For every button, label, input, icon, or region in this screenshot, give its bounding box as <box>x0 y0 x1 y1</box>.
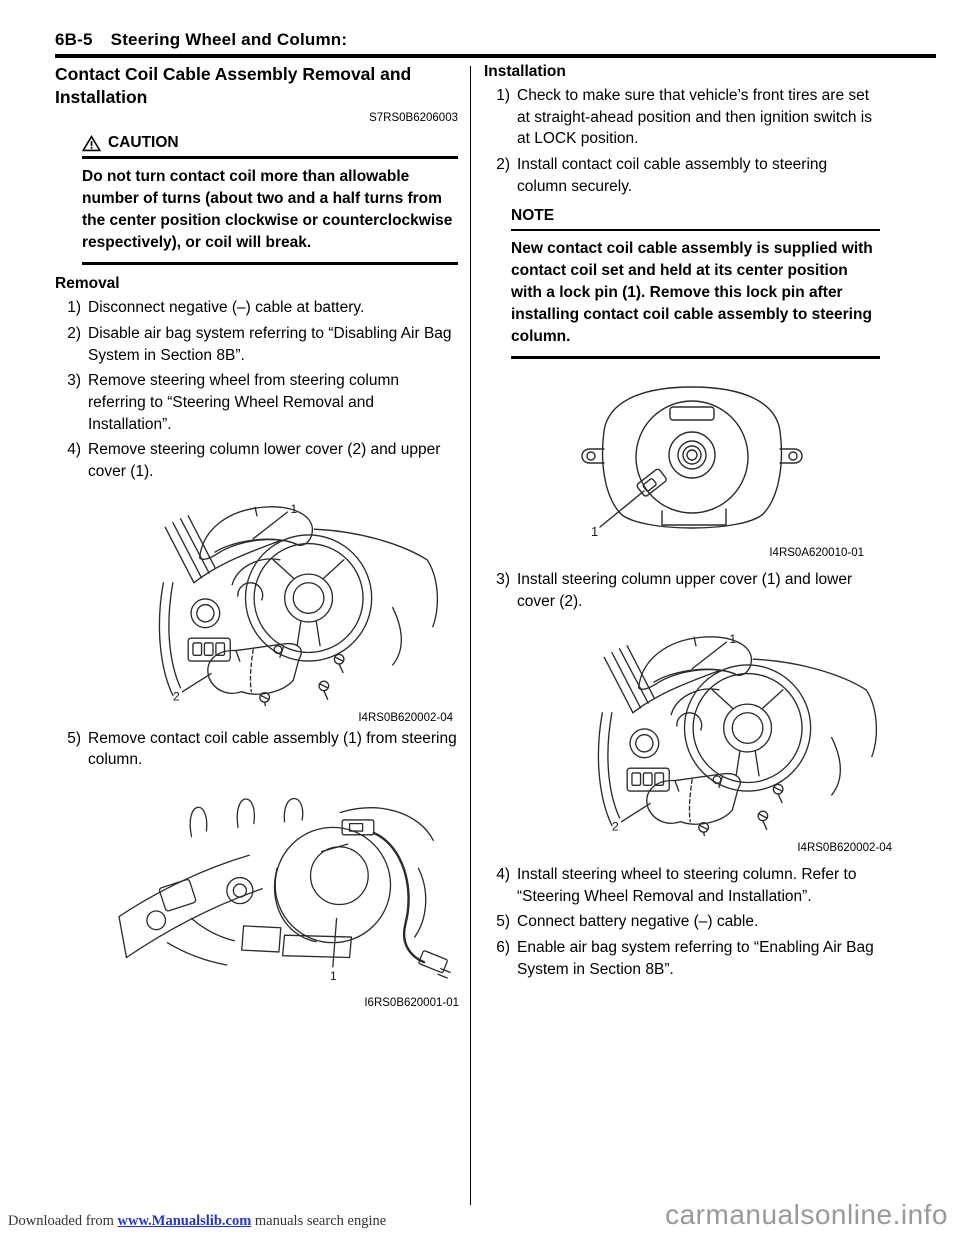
step-text: Install steering wheel to steering column. Refer to “Steering Wheel Removal and Installation”. <box>517 865 857 905</box>
removal-heading: Removal <box>55 275 120 293</box>
callout-1: 1 <box>591 524 599 540</box>
procedure-code: S7RS0B6206003 <box>369 112 458 125</box>
installation-steps <box>484 85 880 197</box>
removal-steps-2 <box>55 728 458 771</box>
callout-2: 2 <box>611 819 619 834</box>
step-text: Disconnect negative (–) cable at battery. <box>88 299 365 317</box>
step-number: 6) <box>496 938 510 956</box>
step-text: Remove contact coil cable assembly (1) from steering column. <box>88 729 457 769</box>
installation-steps-2 <box>484 569 880 612</box>
step-text: Enable air bag system referring to “Enabling Air Bag System in Section 8B”. <box>517 938 874 978</box>
step-number: 2) <box>67 324 81 342</box>
procedure-title: Contact Coil Cable Assembly Removal and Installation <box>55 64 412 108</box>
step-number: 3) <box>67 372 81 390</box>
removal-step <box>55 370 458 435</box>
installation-step <box>484 85 880 150</box>
step-number: 5) <box>67 729 81 747</box>
step-number: 1) <box>496 87 510 104</box>
step-text: Install contact coil cable assembly to steering column securely. <box>517 156 828 195</box>
figure-column-covers <box>103 491 453 724</box>
installation-step <box>484 937 880 980</box>
step-text: Connect battery negative (–) cable. <box>517 913 759 931</box>
figure-caption: I4RS0B620002-04 <box>797 841 892 854</box>
callout-2: 2 <box>172 688 180 703</box>
step-text: Check to make sure that vehicle’s front tires are set at straight-ahead position and then ignition switch is at LOCK position. <box>517 87 872 148</box>
page-number: 6B-5 <box>55 30 93 49</box>
installation-step <box>484 154 880 197</box>
step-number: 4) <box>67 441 81 459</box>
figure-caption: I4RS0B620002-04 <box>358 711 453 724</box>
column-divider <box>470 66 471 1205</box>
removal-step <box>55 728 458 771</box>
caution-rule-top <box>82 156 458 159</box>
installation-steps-3 <box>484 864 880 980</box>
step-number: 3) <box>496 571 510 589</box>
note-block <box>511 207 880 359</box>
figure-lock-pin <box>564 379 864 559</box>
note-label: NOTE <box>511 207 555 225</box>
chapter-title: Steering Wheel and Column: <box>110 30 348 49</box>
removal-step <box>55 323 458 366</box>
caution-rule-bottom <box>82 262 458 265</box>
step-text: Install steering column upper cover (1) and lower cover (2). <box>517 571 853 611</box>
callout-1: 1 <box>330 968 337 983</box>
step-text: Remove steering wheel from steering column referring to “Steering Wheel Removal and Installation”. <box>88 372 399 433</box>
header-rule <box>55 54 936 58</box>
caution-heading <box>82 134 458 152</box>
step-number: 4) <box>496 865 510 883</box>
removal-steps <box>55 297 458 483</box>
figure-contact-coil-removal <box>89 779 469 1009</box>
watermark: carmanualsonline.info <box>665 1199 948 1230</box>
figure-caption: I4RS0A620010-01 <box>769 547 864 560</box>
installation-step <box>484 569 880 612</box>
warning-triangle-icon <box>82 135 101 152</box>
step-number: 1) <box>67 299 81 317</box>
callout-1: 1 <box>290 501 298 516</box>
page-header <box>55 30 935 50</box>
step-text: Remove steering column lower cover (2) and upper cover (1). <box>88 441 441 480</box>
installation-heading: Installation <box>484 63 566 80</box>
note-text: New contact coil cable assembly is supplied with contact coil set and held at its center position with a lock pin (1). Remove this lock pin after installing contact coil cable assembly to steering column. <box>511 240 873 346</box>
right-column <box>484 63 892 984</box>
installation-step <box>484 911 880 933</box>
callout-1: 1 <box>729 631 737 646</box>
figure-caption: I6RS0B620001-01 <box>364 997 459 1010</box>
note-rule-bottom <box>511 356 880 359</box>
contact-coil-on-column-illustration <box>89 779 467 991</box>
removal-step <box>55 439 458 482</box>
steering-column-covers-illustration <box>542 621 892 836</box>
caution-text: Do not turn contact coil more than allowable number of turns (about two and a half turns from the center position clockwise or counterclockwise respectively), or coil will break. <box>82 168 453 252</box>
steering-column-covers-illustration <box>103 491 453 706</box>
removal-step <box>55 297 458 319</box>
downloaded-suffix: manuals search engine <box>254 1213 387 1229</box>
note-heading <box>511 207 880 225</box>
download-attribution <box>8 1213 386 1230</box>
caution-block <box>82 134 458 265</box>
left-column <box>55 63 458 1009</box>
downloaded-prefix: Downloaded from <box>8 1213 114 1229</box>
note-rule-top <box>511 229 880 231</box>
step-number: 2) <box>496 156 510 174</box>
installation-step <box>484 864 880 907</box>
caution-label: CAUTION <box>108 134 179 152</box>
figure-column-covers <box>542 621 892 854</box>
step-text: Disable air bag system referring to “Disabling Air Bag System in Section 8B”. <box>88 324 452 364</box>
step-number: 5) <box>496 913 510 931</box>
manualslib-link[interactable]: www.Manualslib.com <box>117 1213 252 1229</box>
contact-coil-lock-pin-illustration <box>564 379 864 541</box>
